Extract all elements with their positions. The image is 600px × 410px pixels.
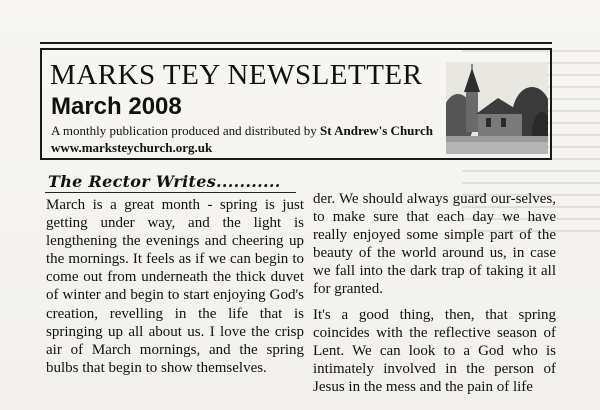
article-heading: The Rector Writes........... bbox=[48, 172, 281, 191]
church-name: St Andrew's Church bbox=[320, 123, 433, 138]
publication-subtitle bbox=[51, 123, 433, 138]
heading-underline bbox=[45, 192, 296, 193]
issue-date: March 2008 bbox=[51, 93, 182, 120]
column1-text: March is a great month - spring is just getting under way, and the light is lengthening the evenings and cheering up the mornings. It feels as if we can begin to come out from underneath the thick duvet of winter and begin to start enjoying God's creation, revelling in the life that is springing up all about us. I love the crisp air of March mornings, and the spring bulbs that begin to show themselves. bbox=[46, 197, 304, 376]
column2-paragraph-1: der. We should always guard our-selves, to make sure that each day we have really enjoyed some simple part of the beauty of the world around us, in case we fall into the dark trap of taking it all for granted. bbox=[313, 191, 556, 298]
article-column-2 bbox=[313, 190, 556, 396]
church-icon bbox=[446, 62, 548, 154]
newsletter-title: MARKS TEY NEWSLETTER bbox=[50, 59, 423, 91]
column2-paragraph-2: It's a good thing, then, that spring coincides with the reflective season of Lent. We can look to a God who is intimately involved in the person of Jesus in the mess and the pain of life bbox=[313, 306, 556, 395]
website-url: www.marksteychurch.org.uk bbox=[51, 140, 213, 155]
header-top-rule bbox=[40, 42, 552, 44]
subtitle-text: A monthly publication produced and distributed by bbox=[51, 123, 317, 138]
article-column-1 bbox=[46, 196, 304, 377]
